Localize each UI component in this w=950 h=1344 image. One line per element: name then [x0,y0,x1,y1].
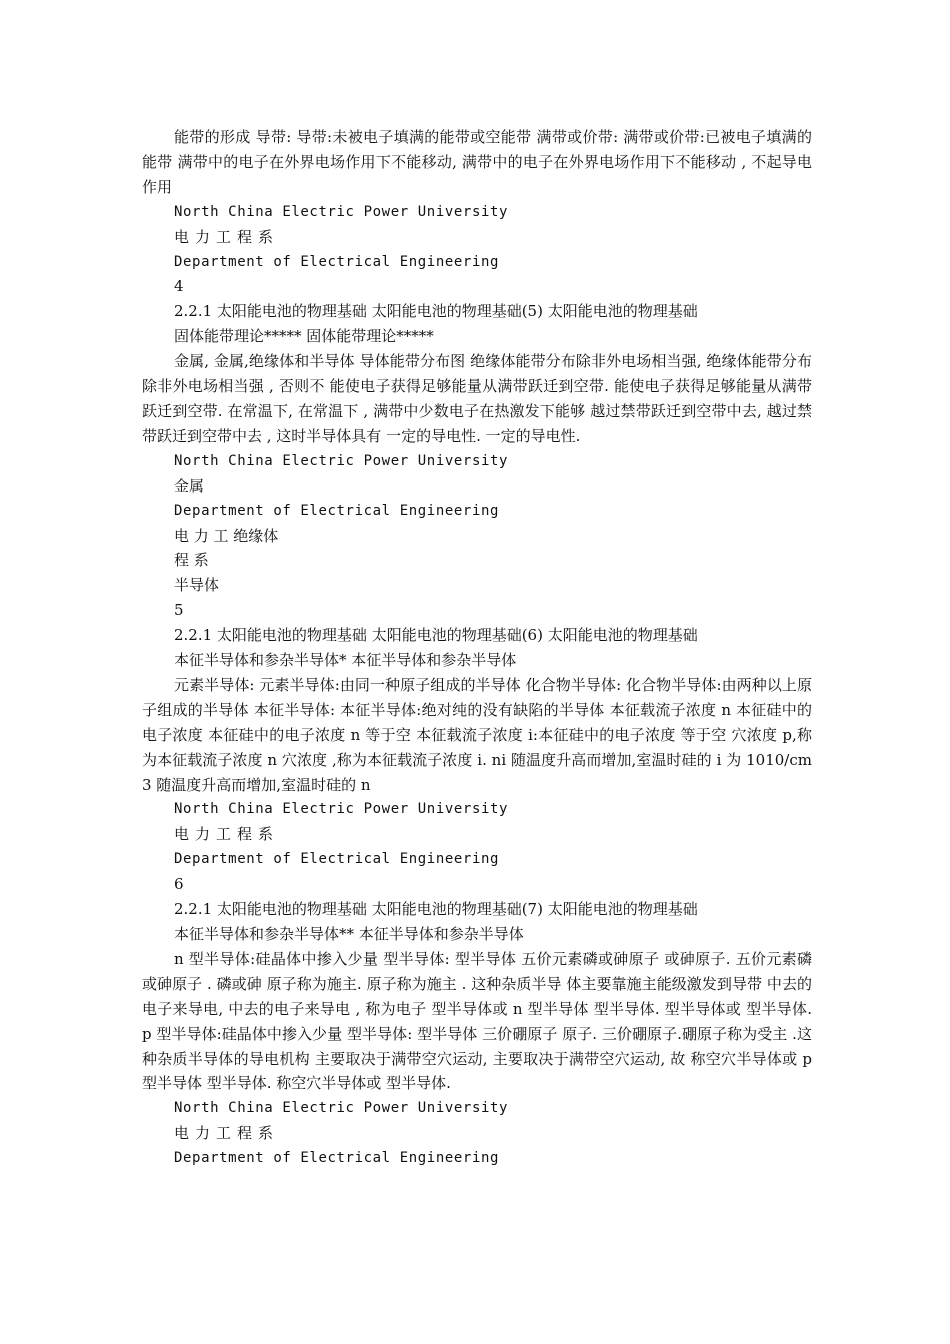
body-paragraph: 金属, 金属,绝缘体和半导体 导体能带分布图 绝缘体能带分布除非外电场相当强, 绝缘体能带分布除非外电场相当强 , 否则不 能使电子获得足够能量从满带跃迁到空带. 能使电子获得足够能量从满带跃迁到空带. 在常温下, 在常温下 , 满带中少数电子在热激发下能够 越过禁带跃迁到空带中去, 越过禁带跃迁到空带中去 , 这时半导体具有 一定的导电性. 一定的导电性. [142,352,812,445]
text-line: 电 力 工 绝缘体 [174,526,279,545]
department-line: 电力工程系 [174,1124,280,1143]
text-line: 本征半导体和参杂半导体* 本征半导体和参杂半导体 [174,651,517,670]
text-line: 金属 [174,476,205,495]
footer-line: Department of Electrical Engineering [174,502,500,519]
body-paragraph: 能带的形成 导带: 导带:未被电子填满的能带或空能带 满带或价带: 满带或价带:已被电子填满的能带 满带中的电子在外界电场作用下不能移动, 满带中的电子在外界电场作用下不能移动 , 不起导电作用 [142,128,812,196]
text-line: 2.2.1 太阳能电池的物理基础 太阳能电池的物理基础(5) 太阳能电池的物理基础 [174,302,698,321]
text-line: 固体能带理论***** 固体能带理论***** [174,327,434,346]
footer-line: North China Electric Power University [174,452,509,469]
footer-line: North China Electric Power University [174,801,509,818]
text-line: 6 [174,875,184,894]
body-paragraph: n 型半导体:硅晶体中掺入少量 型半导体: 型半导体 五价元素磷或砷原子 或砷原子. 五价元素磷 或砷原子 . 磷或砷 原子称为施主. 原子称为施主 . 这种杂质半导 体主要靠施主能级激发到导带 中去的电子来导电, 中去的电子来导电 , 称为电子 型半导体或 n 型半导体 型半导体. 型半导体或 型半导体. p 型半导体:硅晶体中掺入少量 型半导体: 型半导体 三价硼原子 原子. 三价硼原子.硼原子称为受主 .这种杂质半导体的导电机构 主要取决于满带空穴运动, 主要取决于满带空穴运动, 故 称空穴半导体或 p 型半导体 型半导体. 称空穴半导体或 型半导体. [142,949,812,1093]
footer-line: North China Electric Power University [174,1100,509,1117]
text-line: 4 [174,277,184,296]
text-line: 2.2.1 太阳能电池的物理基础 太阳能电池的物理基础(6) 太阳能电池的物理基础 [174,626,698,645]
document-body [142,125,812,1171]
body-paragraph: 元素半导体: 元素半导体:由同一种原子组成的半导体 化合物半导体: 化合物半导体:由两种以上原子组成的半导体 本征半导体: 本征半导体:绝对纯的没有缺陷的半导体 本征载流子浓度 n 本征硅中的电子浓度 本征硅中的电子浓度 n 等于空 本征载流子浓度 i:本征硅中的电子浓度 等于空 穴浓度 p,称为本征载流子浓度 n 穴浓度 ,称为本征载流子浓度 i. ni 随温度升高而增加,室温时硅的 i 为 1010/cm3 随温度升高而增加,室温时硅的 n [142,675,812,794]
footer-line: Department of Electrical Engineering [174,1150,500,1167]
footer-line: Department of Electrical Engineering [174,851,500,868]
department-line: 电力工程系 [174,825,280,844]
text-line: 本征半导体和参杂半导体** 本征半导体和参杂半导体 [174,925,524,943]
text-line: 2.2.1 太阳能电池的物理基础 太阳能电池的物理基础(7) 太阳能电池的物理基础 [174,900,698,919]
department-line: 电力工程系 [174,227,280,246]
text-line: 半导体 [174,576,220,595]
footer-line: Department of Electrical Engineering [174,253,500,270]
footer-line: North China Electric Power University [174,203,509,220]
text-line: 程 系 [174,551,209,570]
text-line: 5 [174,601,184,620]
